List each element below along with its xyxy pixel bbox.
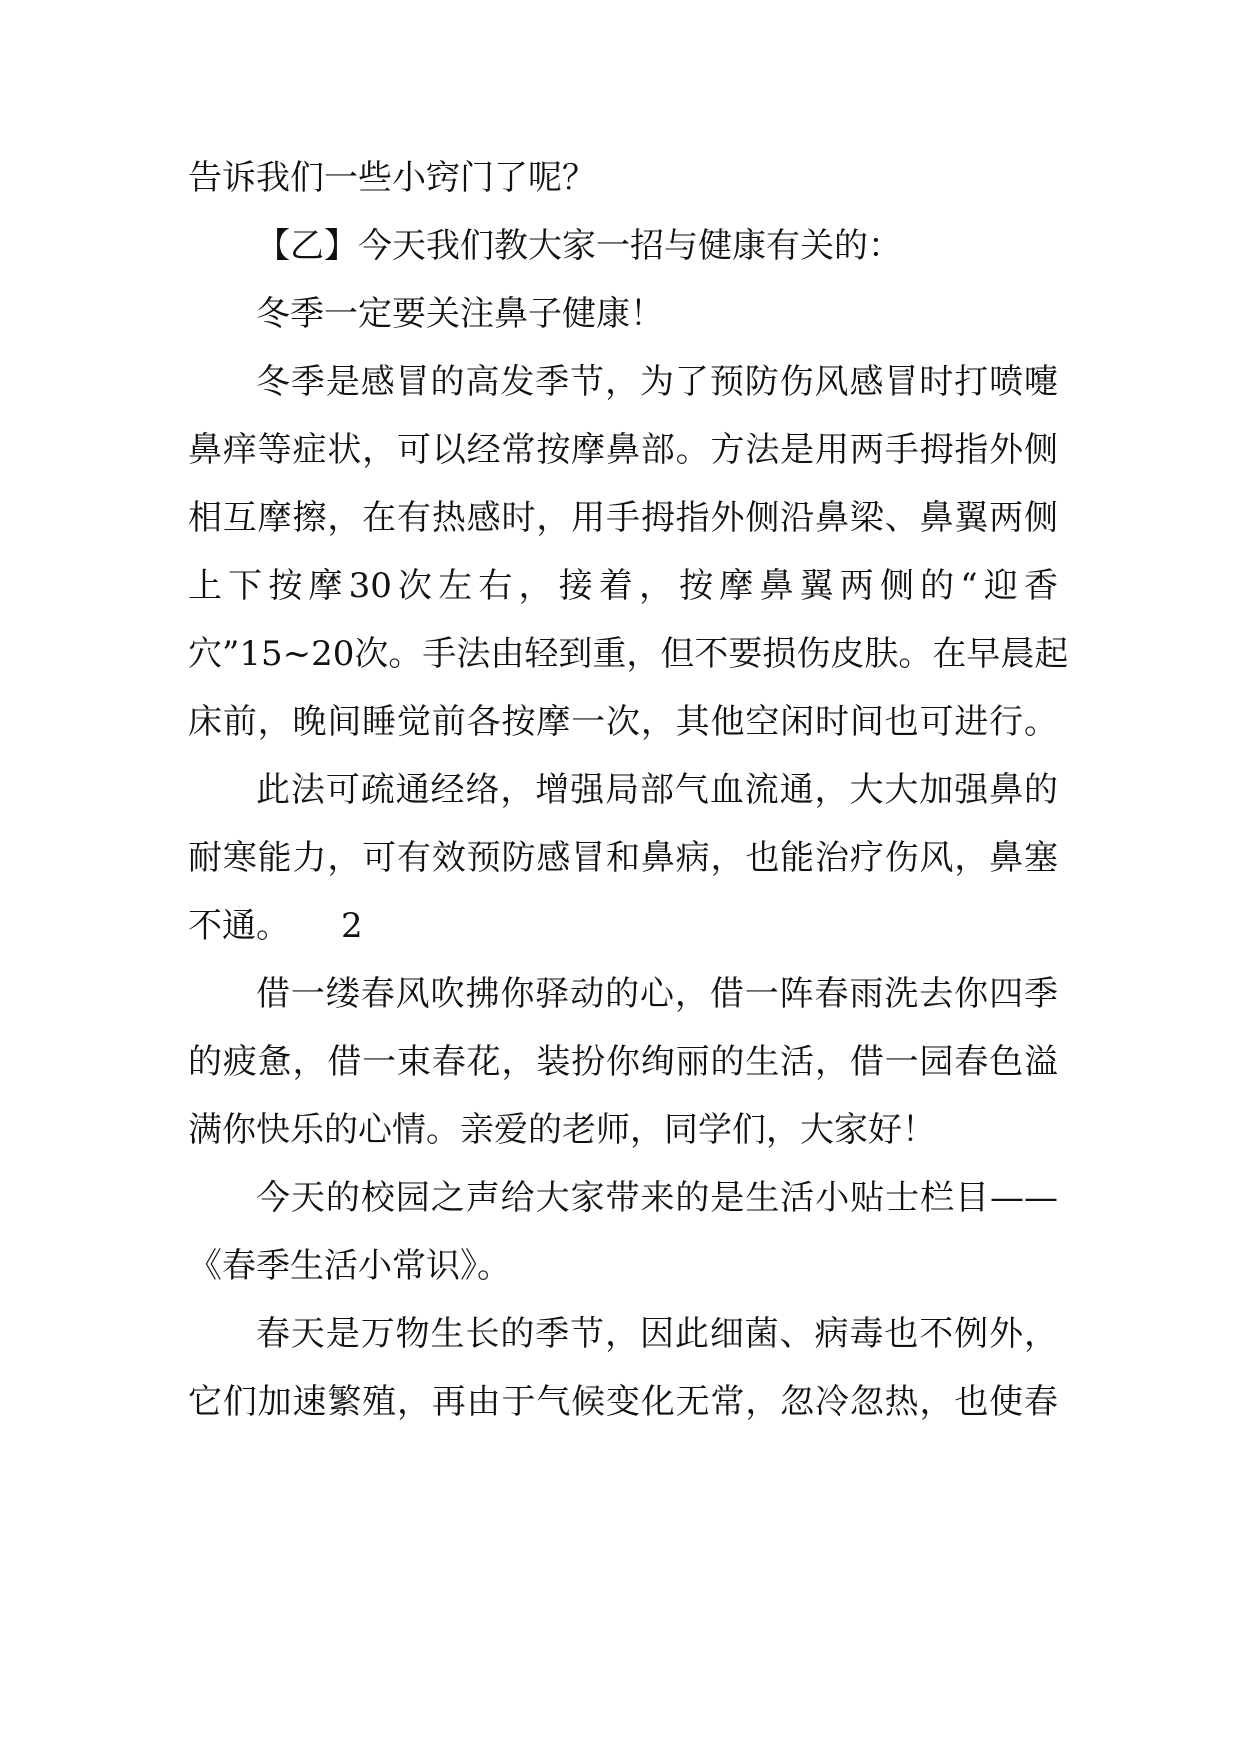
text-line-12: 不通。 2 bbox=[188, 906, 363, 946]
text-line-8: 穴”15~20次。手法由轻到重，但不要损伤皮肤。在早晨起 bbox=[188, 634, 1069, 674]
text-line-18: 春天是万物生长的季节，因此细菌、病毒也不例外， bbox=[256, 1314, 1058, 1354]
text-line-6: 相互摩擦，在有热感时，用手拇指外侧沿鼻梁、鼻翼两侧 bbox=[188, 498, 1058, 538]
text-line-14: 的疲惫，借一束春花，装扮你绚丽的生活，借一园春色溢 bbox=[188, 1042, 1058, 1082]
text-line-17: 《春季生活小常识》。 bbox=[188, 1246, 511, 1286]
text-line-19: 它们加速繁殖，再由于气候变化无常，忽冷忽热，也使春 bbox=[188, 1382, 1058, 1422]
text-line-15: 满你快乐的心情。亲爱的老师，同学们，大家好！ bbox=[188, 1110, 936, 1150]
text-line-11: 耐寒能力，可有效预防感冒和鼻病，也能治疗伤风，鼻塞 bbox=[188, 838, 1058, 878]
text-line-2: 【乙】今天我们教大家一招与健康有关的： bbox=[256, 226, 902, 266]
text-line-13: 借一缕春风吹拂你驿动的心，借一阵春雨洗去你四季 bbox=[256, 974, 1058, 1014]
text-line-3: 冬季一定要关注鼻子健康！ bbox=[256, 294, 664, 334]
text-line-16: 今天的校园之声给大家带来的是生活小贴士栏目—— bbox=[256, 1178, 1058, 1218]
text-line-7: 上下按摩30次左右，接着，按摩鼻翼两侧的“迎香 bbox=[188, 566, 1058, 606]
text-line-10: 此法可疏通经络，增强局部气血流通，大大加强鼻的 bbox=[256, 770, 1058, 810]
text-line-9: 床前，晚间睡觉前各按摩一次，其他空闲时间也可进行。 bbox=[188, 702, 1058, 742]
text-line-5: 鼻痒等症状，可以经常按摩鼻部。方法是用两手拇指外侧 bbox=[188, 430, 1058, 470]
text-line-4: 冬季是感冒的高发季节，为了预防伤风感冒时打喷嚏 bbox=[256, 362, 1058, 402]
text-line-1: 告诉我们一些小窍门了呢？ bbox=[188, 158, 596, 198]
